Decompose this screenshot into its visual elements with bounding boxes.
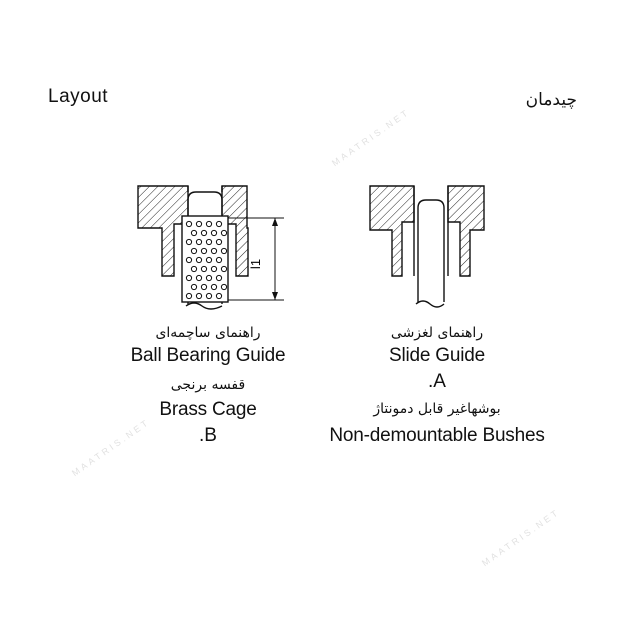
- watermark-text: MAATRIS.NET: [480, 506, 562, 569]
- non-demountable-bushes-label-fa: بوشهاغیر قابل دمونتاژ: [373, 401, 501, 417]
- slide-guide-drawing: [362, 178, 502, 310]
- slide-guide-label: Slide Guide: [388, 345, 486, 366]
- guide-pin: [418, 200, 444, 302]
- non-demountable-bushes-label: Non-demountable Bushes: [329, 425, 545, 446]
- watermark-text: MAATRIS.NET: [70, 416, 152, 479]
- ball-bearing-guide-drawing: [132, 178, 292, 310]
- page-title: Layout: [48, 86, 109, 107]
- housing-left: [370, 186, 414, 276]
- slide-guide-label-fa: راهنمای لغزشی: [390, 325, 484, 341]
- ball-bearing-guide-label: Ball Bearing Guide: [130, 345, 286, 366]
- figure-letter-b: .B: [199, 425, 217, 446]
- ball-bearing-guide-label-fa: راهنمای ساچمه‌ای: [155, 325, 261, 341]
- figure-letter-a: .A: [428, 371, 446, 392]
- watermark-text: MAATRIS.NET: [330, 106, 412, 169]
- dimension-label: l1: [248, 258, 263, 270]
- housing-right: [448, 186, 484, 276]
- brass-cage-label: Brass Cage: [159, 399, 257, 420]
- housing-left: [138, 186, 188, 276]
- page-title-persian: چیدمان: [525, 90, 577, 110]
- brass-cage-label-fa: قفسه برنجی: [170, 377, 246, 393]
